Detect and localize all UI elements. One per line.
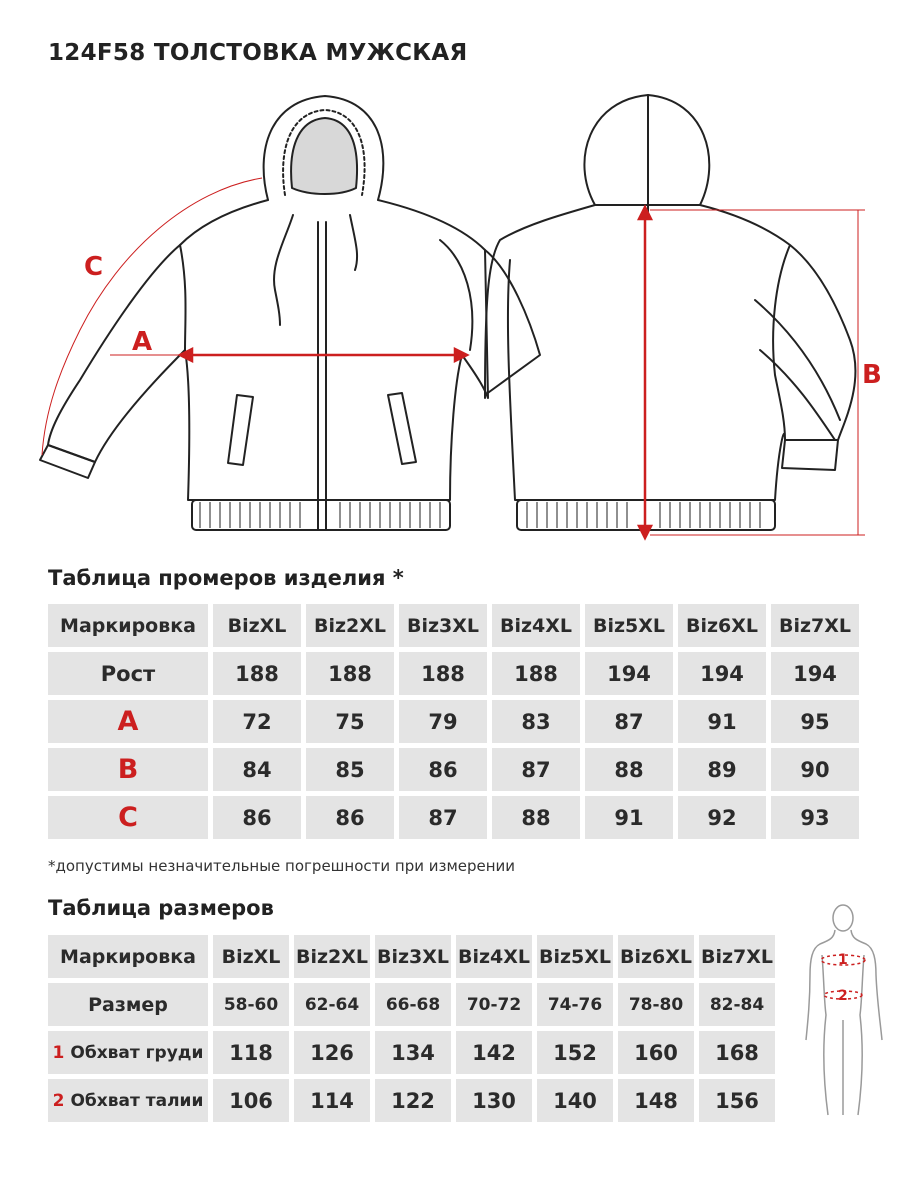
header-cell-size: Biz3XL [375, 935, 451, 978]
row-label [48, 1031, 208, 1074]
sizes-table [48, 935, 784, 1124]
table-cell: 126 [294, 1031, 370, 1074]
table-cell: 75 [306, 700, 394, 743]
table-cell: 87 [399, 796, 487, 839]
table-cell: 83 [492, 700, 580, 743]
sizes-table-title: Таблица размеров [48, 896, 274, 920]
label-c: C [84, 252, 104, 282]
table-cell: 70-72 [456, 983, 532, 1026]
measure-c-line [42, 178, 262, 455]
row-number: 1 [52, 1042, 65, 1063]
table-cell: 90 [771, 748, 859, 791]
table-cell: 86 [399, 748, 487, 791]
body-label-1: 1 [838, 952, 848, 968]
back-sleeve-left [485, 250, 540, 395]
row-label: A [48, 700, 208, 743]
footnote: *допустимы незначительные погрешности при измерении [48, 857, 516, 875]
table-cell: 66-68 [375, 983, 451, 1026]
table-cell: 91 [678, 700, 766, 743]
table-cell: 88 [492, 796, 580, 839]
header-cell-size: Biz7XL [699, 935, 775, 978]
table-cell: 188 [213, 652, 301, 695]
row-label: C [48, 796, 208, 839]
table-cell: 85 [306, 748, 394, 791]
row-label: Размер [48, 983, 208, 1026]
table-cell: 122 [375, 1079, 451, 1122]
table-cell: 58-60 [213, 983, 289, 1026]
table-cell: 188 [492, 652, 580, 695]
table-cell: 92 [678, 796, 766, 839]
table-cell: 194 [678, 652, 766, 695]
table-cell: 106 [213, 1079, 289, 1122]
table-cell: 82-84 [699, 983, 775, 1026]
table-cell: 130 [456, 1079, 532, 1122]
row-label: Рост [48, 652, 208, 695]
table-cell: 86 [306, 796, 394, 839]
row-label [48, 1079, 208, 1122]
front-sleeve-right [440, 240, 472, 350]
front-sleeve-left [180, 245, 186, 350]
table-cell: 152 [537, 1031, 613, 1074]
header-cell-size: Biz2XL [294, 935, 370, 978]
table-cell: 93 [771, 796, 859, 839]
header-cell-size: Biz4XL [492, 604, 580, 647]
header-cell-size: Biz6XL [618, 935, 694, 978]
table-cell: 142 [456, 1031, 532, 1074]
table-cell: 118 [213, 1031, 289, 1074]
back-body [485, 205, 855, 500]
table-cell: 188 [306, 652, 394, 695]
row-label: B [48, 748, 208, 791]
front-hood-lining [291, 118, 357, 194]
table-cell: 148 [618, 1079, 694, 1122]
front-pocket-right [388, 393, 416, 464]
header-cell-label: Маркировка [48, 935, 208, 978]
table-cell: 74-76 [537, 983, 613, 1026]
table-cell: 89 [678, 748, 766, 791]
header-cell-size: Biz4XL [456, 935, 532, 978]
header-cell-size: Biz5XL [537, 935, 613, 978]
table-cell: 95 [771, 700, 859, 743]
measurements-table-title: Таблица промеров изделия * [48, 566, 404, 590]
measurements-table [48, 604, 858, 842]
row-label-text: Обхват талии [70, 1090, 204, 1111]
table-cell: 87 [492, 748, 580, 791]
header-cell-size: Biz3XL [399, 604, 487, 647]
table-cell: 87 [585, 700, 673, 743]
table-cell: 134 [375, 1031, 451, 1074]
table-cell: 156 [699, 1079, 775, 1122]
table-cell: 79 [399, 700, 487, 743]
front-body [48, 200, 488, 500]
table-cell: 88 [585, 748, 673, 791]
table-cell: 140 [537, 1079, 613, 1122]
header-cell-size: Biz6XL [678, 604, 766, 647]
hoodie-drawing [0, 0, 904, 560]
table-cell: 114 [294, 1079, 370, 1122]
row-label-text: Обхват груди [70, 1042, 204, 1063]
table-cell: 86 [213, 796, 301, 839]
label-a: A [132, 327, 153, 357]
table-cell: 194 [585, 652, 673, 695]
table-cell: 188 [399, 652, 487, 695]
header-cell-size: Biz7XL [771, 604, 859, 647]
body-label-2: 2 [838, 988, 848, 1004]
header-cell-size: Biz5XL [585, 604, 673, 647]
table-cell: 72 [213, 700, 301, 743]
header-cell-size: BizXL [213, 604, 301, 647]
label-b: B [862, 360, 882, 390]
row-number: 2 [52, 1090, 65, 1111]
table-cell: 78-80 [618, 983, 694, 1026]
table-cell: 160 [618, 1031, 694, 1074]
back-sleeve-panel [755, 300, 840, 440]
table-cell: 62-64 [294, 983, 370, 1026]
back-hood [584, 95, 709, 205]
page-title: 124F58 ТОЛСТОВКА МУЖСКАЯ [48, 40, 468, 66]
body-figure [800, 900, 890, 1125]
table-cell: 168 [699, 1031, 775, 1074]
header-cell-label: Маркировка [48, 604, 208, 647]
table-cell: 91 [585, 796, 673, 839]
header-cell-size: BizXL [213, 935, 289, 978]
table-cell: 84 [213, 748, 301, 791]
front-pocket-left [228, 395, 253, 465]
table-cell: 194 [771, 652, 859, 695]
header-cell-size: Biz2XL [306, 604, 394, 647]
